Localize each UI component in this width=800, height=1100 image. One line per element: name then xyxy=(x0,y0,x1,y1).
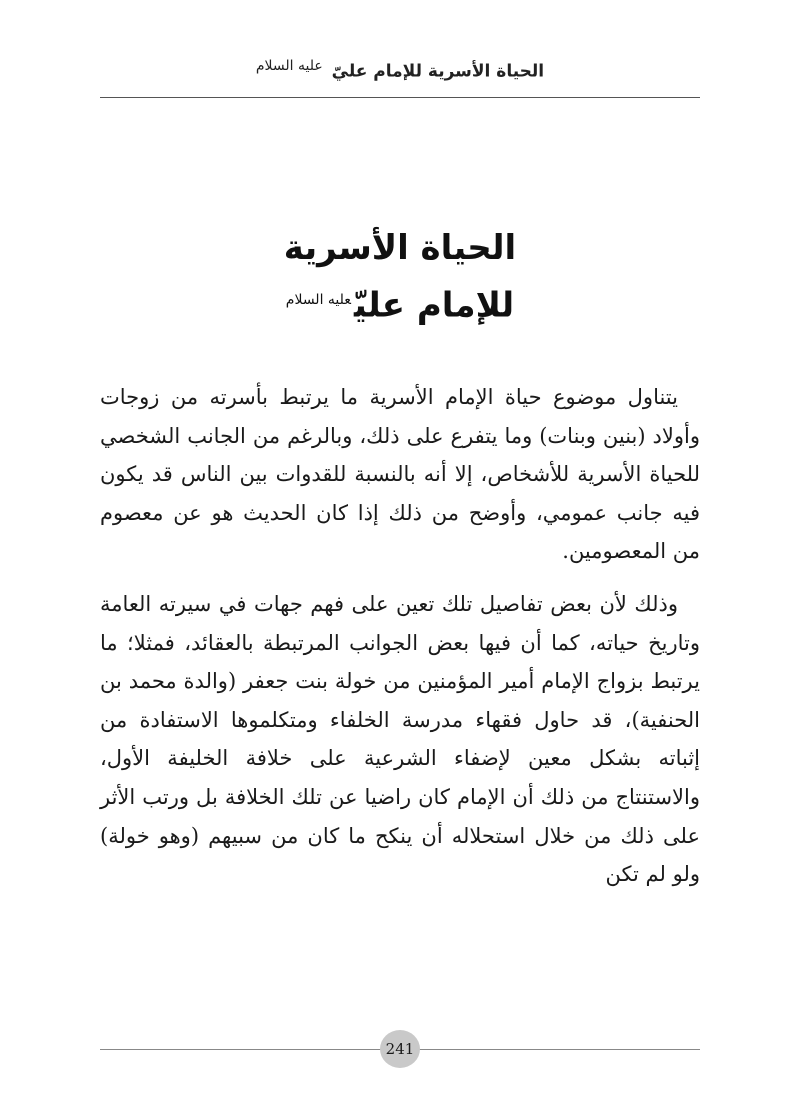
running-header-honorific: عليه السلام xyxy=(255,58,323,74)
page-number-text: 241 xyxy=(385,1040,415,1058)
chapter-title-line2 xyxy=(100,274,700,331)
page-number xyxy=(380,1030,420,1068)
chapter-title-line2-text: للإمام عليّ xyxy=(354,285,515,326)
body-text xyxy=(100,378,700,894)
chapter-title-honorific: عليه السلام xyxy=(285,292,352,308)
running-header xyxy=(100,58,700,82)
paragraph-2: وذلك لأن بعض تفاصيل تلك تعين على فهم جهات في سيرته العامة وتاريخ حياته، كما أن فيها بعض الجوانب المرتبطة بالعقائد، فمثلا؛ ما يرتبط بزواج الإمام أمير المؤمنين من خولة بنت جعفر (والدة محمد بن الحنفية)، قد حاول فقهاء مدرسة الخلفاء ومتكلموها الاستفادة من إثباته بشكل معين لإضفاء الشرعية على خلافة الخليفة الأول، والاستنتاج من ذلك أن الإمام كان راضيا عن تلك الخلافة بل ورتب الأثر على ذلك من خلال استحلاله أن ينكح ما كان من سبيهم (وهو خولة) ولو لم تكن xyxy=(100,591,700,887)
chapter-title xyxy=(100,222,700,331)
chapter-title-line1: الحياة الأسرية xyxy=(283,228,517,268)
running-header-title: الحياة الأسرية للإمام عليّ xyxy=(331,61,545,82)
paragraph-1: يتناول موضوع حياة الإمام الأسرية ما يرتبط بأسرته من زوجات وأولاد (بنين وبنات) وما يتفرع على ذلك، وبالرغم من الجانب الشخصي للحياة الأسرية للأشخاص، إلا أنه بالنسبة للقدوات بين الناس قد يكون فيه جانب عمومي، وأوضح من ذلك إذا كان الحديث هو عن معصوم من المعصومين. xyxy=(100,385,700,564)
header-divider xyxy=(100,97,700,98)
